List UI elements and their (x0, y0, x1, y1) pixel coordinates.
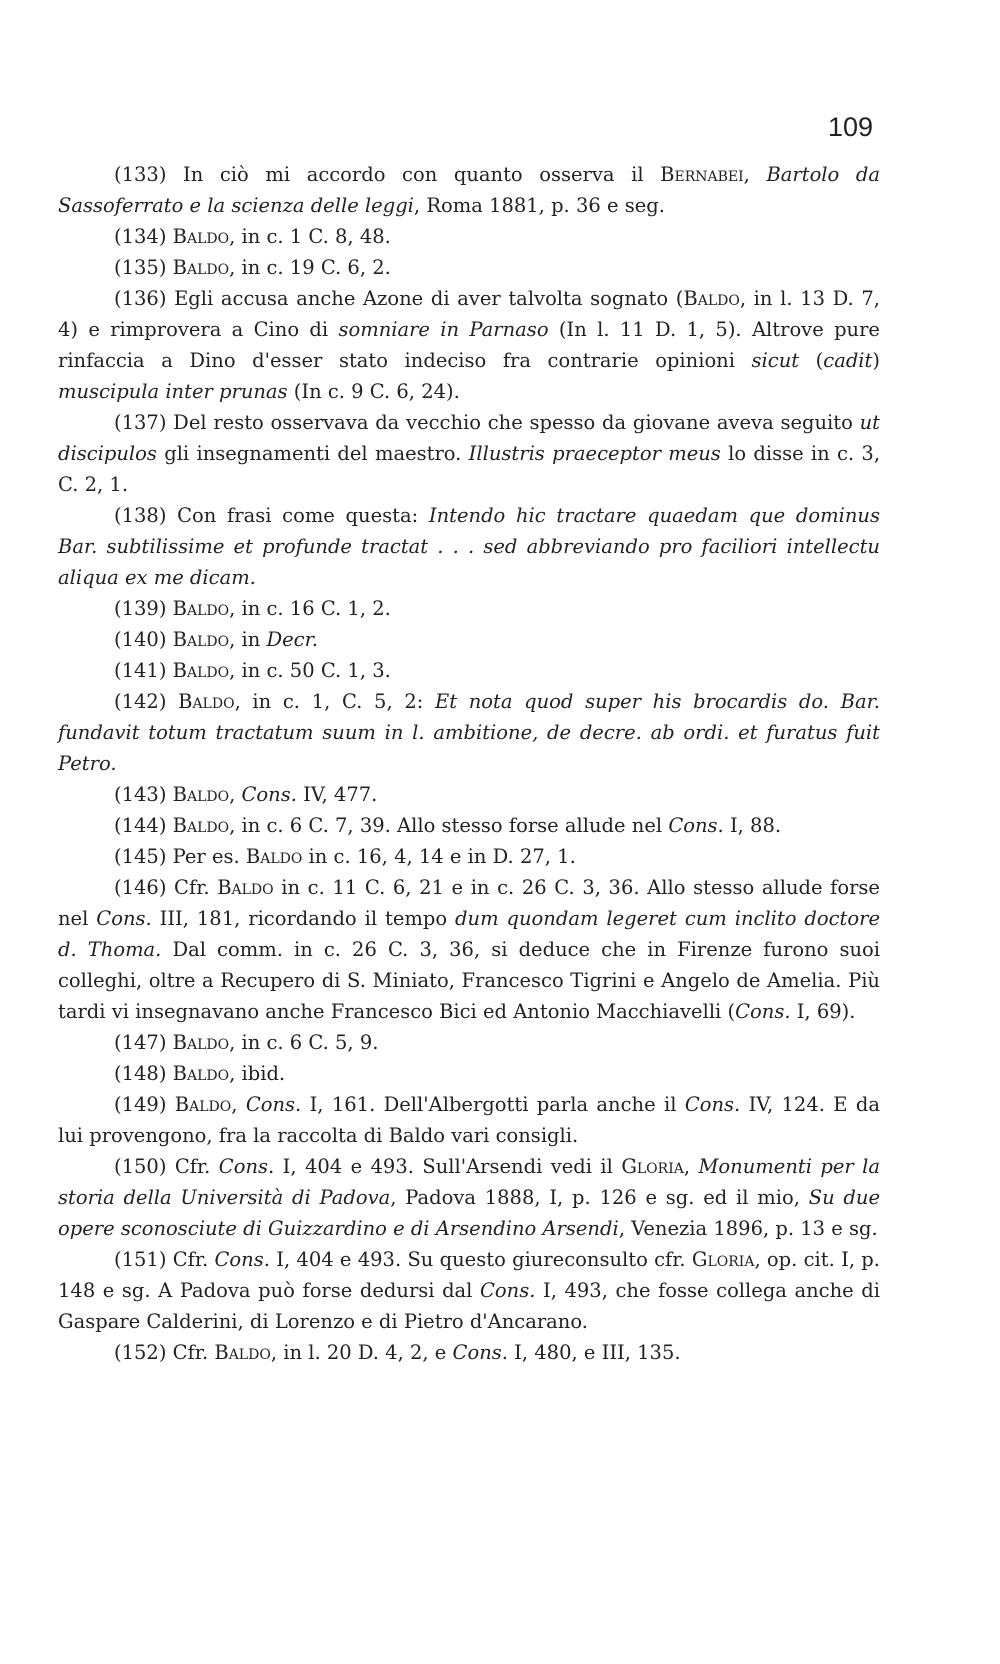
note-text: (144) (114, 814, 173, 837)
note-text: (138) Con frasi come questa: (114, 504, 429, 527)
italic-text: Cons. (452, 1341, 508, 1364)
note-text: , in c. 1, C. 5, 2: (234, 690, 435, 713)
author-name: Baldo (174, 1093, 232, 1116)
author-name: Baldo (172, 1062, 230, 1085)
italic-text: Cons. (735, 1000, 791, 1023)
italic-text: Intendo hic tractare quaedam que dominus Bar. subtilissime et profunde tractat . . . sed abbreviando pro faciliori intellectu aliqua ex me dicam. (58, 504, 880, 589)
note-text: , (743, 163, 767, 186)
note-text: , (229, 783, 242, 806)
footnote-142 (58, 686, 880, 779)
note-text: , in c. 6 C. 5, 9. (229, 1031, 379, 1054)
italic-text: Cons. (668, 814, 724, 837)
footnote-140 (58, 624, 880, 655)
note-text: I, 404 e 493. Su questo giureconsulto cfr. (269, 1248, 692, 1271)
italic-text: ut discipulos (58, 411, 880, 465)
italic-text: Cons. (684, 1093, 741, 1116)
note-text: IV, 124. E da lui provengono, fra la raccolta di Baldo vari consigli. (58, 1093, 880, 1147)
note-text: (148) (114, 1062, 173, 1085)
note-text: gli insegnamenti del maestro. (156, 442, 469, 465)
footnote-145 (58, 841, 880, 872)
footnote-152 (58, 1337, 880, 1368)
italic-text: Su due opere sconosciute di Guizzardino e di Arsendino Arsendi (58, 1186, 881, 1240)
italic-text: Cons. (218, 1155, 275, 1178)
italic-text: sicut (751, 349, 800, 372)
note-text: (147) (114, 1031, 173, 1054)
note-text: (149) (114, 1093, 175, 1116)
italic-text: Cons. (241, 783, 297, 806)
footnote-151 (58, 1244, 880, 1337)
note-text: , in c. 6 C. 7, 39. Allo stesso forse allude nel (229, 814, 669, 837)
italic-text: Illustris praeceptor meus (468, 442, 721, 465)
note-text: , in l. 13 D. 7, 4) e rimprovera a Cino di (58, 287, 880, 341)
note-text: I, 88. (723, 814, 782, 837)
footnote-134 (58, 221, 880, 252)
note-text: ( (799, 349, 824, 372)
note-text: , (683, 1155, 699, 1178)
italic-text: Decr. (266, 628, 318, 651)
author-name: Baldo (172, 814, 230, 837)
footnote-143 (58, 779, 880, 810)
footnote-147 (58, 1027, 880, 1058)
note-text: (145) Per es. (114, 845, 246, 868)
author-name: Baldo (178, 690, 235, 713)
note-text: (151) Cfr. (114, 1248, 215, 1271)
note-text: (141) (114, 659, 173, 682)
author-name: Baldo (172, 225, 230, 248)
footnote-135 (58, 252, 880, 283)
note-text: , in c. 50 C. 1, 3. (229, 659, 391, 682)
note-text: lo disse in c. 3, C. 2, 1. (58, 442, 881, 496)
footnote-137 (58, 407, 880, 500)
note-text: ) (872, 349, 880, 372)
note-text: I, 404 e 493. Sull'Arsendi vedi il (274, 1155, 622, 1178)
note-text: I, 493, che fosse collega anche di Gaspare Calderini, di Lorenzo e di Pietro d'Ancarano. (58, 1279, 880, 1333)
note-text: I, 480, e III, 135. (507, 1341, 681, 1364)
author-name: Gloria (691, 1248, 755, 1271)
note-text: (152) Cfr. (114, 1341, 215, 1364)
author-name: Bernabei (660, 163, 744, 186)
author-name: Baldo (172, 1031, 230, 1054)
author-name: Baldo (172, 597, 230, 620)
author-name: Baldo (245, 845, 303, 868)
note-text: , in l. 20 D. 4, 2, e (270, 1341, 453, 1364)
note-text: (In c. 9 C. 6, 24). (287, 380, 460, 403)
italic-text: Cons. (480, 1279, 536, 1302)
note-text: , (231, 1093, 246, 1116)
italic-text: Et nota quod super his brocardis do. Bar. fundavit totum tractatum suum in l. ambitione, de decre. ab ordi. et furatus fuit Petro. (58, 690, 880, 775)
note-text: , in c. 16 C. 1, 2. (229, 597, 391, 620)
author-name: Baldo (172, 628, 230, 651)
note-text: I, 69). (790, 1000, 856, 1023)
author-name: Gloria (621, 1155, 684, 1178)
italic-text: Cons. (96, 907, 152, 930)
note-text: III, 181, ricordando il tempo (151, 907, 456, 930)
italic-text: Bartolo da Sassoferrato e la scienza delle leggi (58, 163, 880, 217)
italic-text: Cons. (214, 1248, 270, 1271)
italic-text: somniare in Parnaso (338, 318, 549, 341)
note-text: in c. 11 C. 6, 21 e in c. 26 C. 3, 36. Allo stesso allude forse nel (58, 876, 880, 930)
note-text: (133) In ciò mi accordo con quanto osserva il (114, 163, 661, 186)
note-text: (139) (114, 597, 173, 620)
note-text: (135) (114, 256, 173, 279)
note-text: , in c. 19 C. 6, 2. (229, 256, 391, 279)
note-text: Dal comm. in c. 26 C. 3, 36, si deduce che in Firenze furono suoi colleghi, oltre a Recupero di S. Miniato, Francesco Tigrini e Angelo de Amelia. Più tardi vi insegnavano anche Francesco Bici ed Antonio Macchiavelli ( (58, 938, 880, 1023)
note-text: (In l. 11 D. 1, 5). Altrove pure rinfaccia a Dino d'esser stato indeciso fra contrarie opinioni (58, 318, 880, 372)
note-text: , in c. 1 C. 8, 48. (229, 225, 391, 248)
note-text: , op. cit. I, p. 148 e sg. A Padova può forse dedursi dal (58, 1248, 880, 1302)
note-text: , Roma 1881, p. 36 e seg. (413, 194, 665, 217)
note-text: IV, 477. (296, 783, 378, 806)
author-name: Baldo (172, 659, 230, 682)
note-text: (140) (114, 628, 173, 651)
footnote-149 (58, 1089, 880, 1151)
footnote-150 (58, 1151, 880, 1244)
note-text: in c. 16, 4, 14 e in D. 27, 1. (302, 845, 576, 868)
author-name: Baldo (217, 876, 274, 899)
footnote-136 (58, 283, 880, 407)
note-text: (143) (114, 783, 173, 806)
footnote-138 (58, 500, 880, 593)
italic-text: dum quondam legeret cum inclito doctore d. Thoma. (58, 907, 880, 961)
footnote-141 (58, 655, 880, 686)
italic-text: cadit (823, 349, 873, 372)
italic-text: Cons. (245, 1093, 302, 1116)
page-number: 109 (827, 112, 873, 142)
footnote-139 (58, 593, 880, 624)
footnote-133 (58, 159, 880, 221)
note-text: (137) Del resto osservava da vecchio che spesso da giovane aveva seguito (114, 411, 860, 434)
footnote-146 (58, 872, 880, 1027)
note-text: , ibid. (229, 1062, 286, 1085)
footnotes-list (58, 159, 880, 1368)
author-name: Baldo (214, 1341, 271, 1364)
note-text: (142) (114, 690, 179, 713)
note-text: , Padova 1888, I, p. 126 e sg. ed il mio, (390, 1186, 809, 1209)
italic-text: muscipula inter prunas (58, 380, 288, 403)
note-text: (150) Cfr. (114, 1155, 219, 1178)
note-text: , in (229, 628, 267, 651)
note-text: (134) (114, 225, 173, 248)
author-name: Baldo (172, 256, 230, 279)
footnote-148 (58, 1058, 880, 1089)
author-name: Baldo (172, 783, 230, 806)
footnote-144 (58, 810, 880, 841)
note-text: (146) Cfr. (114, 876, 218, 899)
note-text: , Venezia 1896, p. 13 e sg. (618, 1217, 878, 1240)
note-text: (136) Egli accusa anche Azone di aver talvolta sognato ( (114, 287, 684, 310)
italic-text: Monumenti per la storia della Università di Padova (58, 1155, 880, 1209)
note-text: I, 161. Dell'Albergotti parla anche il (301, 1093, 685, 1116)
author-name: Baldo (683, 287, 740, 310)
